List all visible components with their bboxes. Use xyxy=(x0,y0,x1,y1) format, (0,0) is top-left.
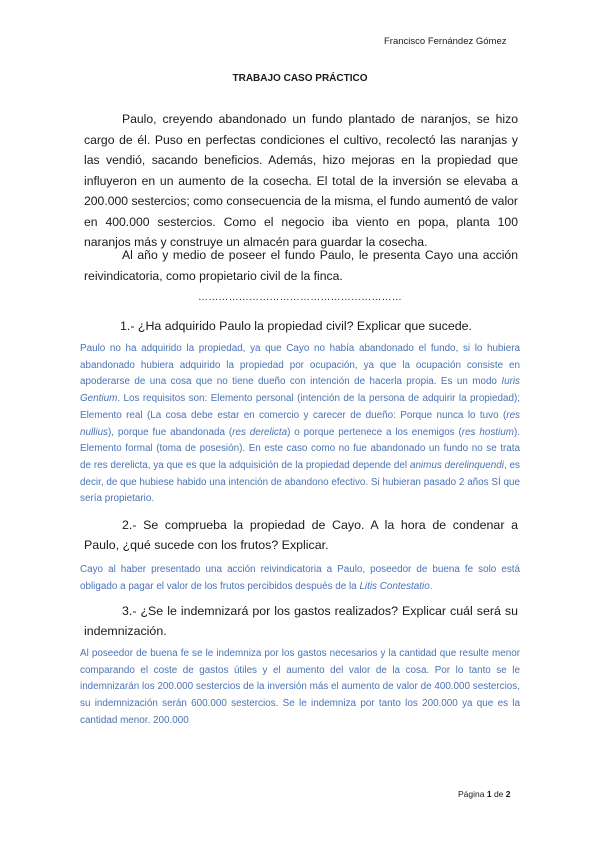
page-number: Página 1 de 2 xyxy=(458,789,511,799)
intro-section-2 xyxy=(84,245,518,286)
intro-paragraph-1: Paulo, creyendo abandonado un fundo plantado de naranjos, se hizo cargo de él. Puso en perfectas condiciones el cultivo, recolectó las naranjas y las vendió, sacando beneficios. Además, hizo mejoras en la propiedad que influyeron en un aumento de la cosecha. El total de la inversión se elevaba a 200.000 sestercios; como consecuencia de la misma, el fundo aumentó de valor en 400.000 sestercios. Como el negocio iba viento en popa, planta 100 naranjos más y construye un almacén para guardar la cosecha. xyxy=(84,112,518,249)
answer-1: Paulo no ha adquirido la propiedad, ya que Cayo no había abandonado el fundo, si lo hubiera abandonado hubiera adquirido la propiedad por ocupación, ya que la ocupación consiste en apoderarse de una cosa que no tiene dueño con intención de hacerla propia. Es un modo Iuris Gentium. Los requisitos son: Elemento personal (intención de la persona de adquirir la propiedad); Elemento real (La cosa debe estar en comercio y carecer de dueño: Porque nunca lo tuvo (res nullius), porque fue abandonada (res derelicta) o porque pertenece a los enemigos (res hostium). Elemento formal (toma de posesión). En este caso como no fue abandonado un fundo no se trata de res derelicta, ya que es que la adquisición de la propiedad depende del animus derelinquendi, es decir, de que hubiese habido una intención de abandono efectivo. Si hubieran pasado 2 años SÍ que sería propietario. xyxy=(80,343,520,505)
document-title: TRABAJO CASO PRÁCTICO xyxy=(232,73,368,84)
question-2: 2.- Se comprueba la propiedad de Cayo. A la hora de condenar a Paulo, ¿qué sucede con los frutos? Explicar. xyxy=(84,518,518,552)
answer-2: Cayo al haber presentado una acción reivindicatoria a Paulo, poseedor de buena fe solo está obligado a pagar el valor de los frutos percibidos después de la Litis Contestatio. xyxy=(80,564,520,592)
answer-3: Al poseedor de buena fe se le indemniza por los gastos necesarios y la cantidad que resulte menor comparando el coste de gastos útiles y el aumento del valor de la cosa. Por lo tanto se le indemnizarán los 200.000 sestercios de la inversión más el aumento de valor de 400.000 sestercios, su indemnización serán 600.000 sestercios. Se le indemniza por tanto los 200.000 ya que es la cantidad menor. 200.000 xyxy=(80,648,520,726)
intro-paragraph-2: Al año y medio de poseer el fundo Paulo, le presenta Cayo una acción reivindicatoria, como propietario civil de la finca. xyxy=(84,248,518,283)
intro-section xyxy=(84,109,518,253)
question-3: 3.- ¿Se le indemnizará por los gastos realizados? Explicar cuál será su indemnización. xyxy=(84,604,518,638)
header-author: Francisco Fernández Gómez xyxy=(384,36,507,47)
separator-dots: …………………………………………………… xyxy=(198,292,402,303)
question-1: 1.- ¿Ha adquirido Paulo la propiedad civil? Explicar que sucede. xyxy=(120,319,472,333)
